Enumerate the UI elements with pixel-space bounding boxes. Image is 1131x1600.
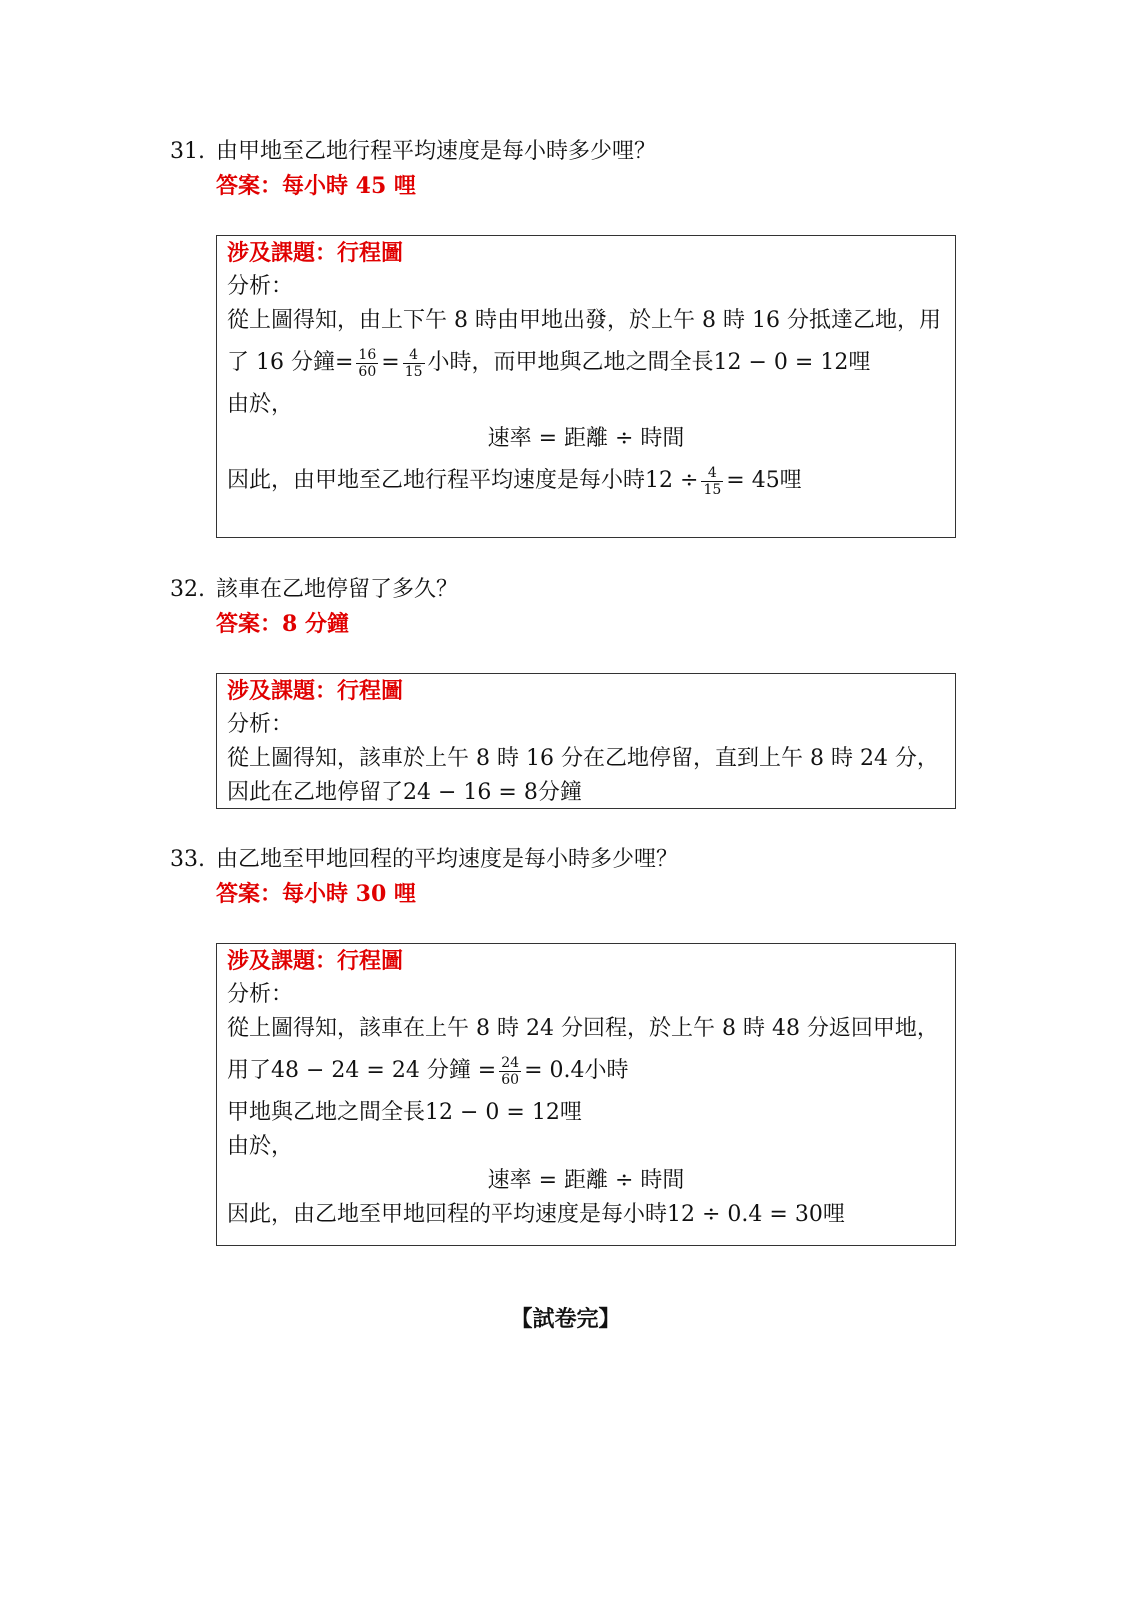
fraction-numerator: 4: [403, 347, 425, 364]
analysis-box-33: [216, 943, 956, 1246]
analysis-text: 因此，由甲地至乙地行程平均速度是每小時12 ÷: [227, 468, 699, 493]
analysis-label: 分析：: [227, 982, 294, 1007]
analysis-box-31: [216, 235, 956, 538]
fraction-numerator: 16: [358, 346, 377, 363]
question-number: 31.: [170, 139, 205, 164]
analysis-text: 小時，而甲地與乙地之間全長12 − 0 = 12哩: [427, 350, 871, 375]
fraction: [403, 347, 425, 380]
answer-31: 答案：每小時 45 哩: [216, 173, 416, 199]
conclusion-line: 因此，由乙地至甲地回程的平均速度是每小時12 ÷ 0.4 = 30哩: [227, 1202, 845, 1227]
topic-label: 涉及課題：行程圖: [227, 678, 404, 704]
fraction-denominator: 15: [703, 481, 722, 498]
topic-label: 涉及課題：行程圖: [227, 240, 404, 266]
analysis-line: 從上圖得知，該車在上午 8 時 24 分回程，於上午 8 時 48 分返回甲地，: [227, 1016, 939, 1041]
analysis-line: [227, 338, 945, 388]
fraction-denominator: 60: [358, 363, 377, 380]
analysis-label: 分析：: [227, 712, 294, 737]
fraction-numerator: 4: [701, 465, 723, 482]
question-33: [170, 843, 678, 877]
question-text: 該車在乙地停留了多久？: [216, 577, 459, 602]
analysis-line: 由於，: [227, 1134, 294, 1159]
formula: 速率 = 距離 ÷ 時間: [487, 1168, 685, 1193]
answer-32: 答案：8 分鐘: [216, 611, 349, 637]
analysis-text: 了 16 分鐘=: [227, 350, 354, 375]
question-31: [170, 135, 656, 169]
fraction: [499, 1055, 521, 1088]
analysis-text: = 45哩: [726, 468, 802, 493]
analysis-text: 用了48 − 24 = 24 分鐘 =: [227, 1058, 497, 1083]
analysis-line: 從上圖得知，該車於上午 8 時 16 分在乙地停留，直到上午 8 時 24 分，: [227, 746, 939, 771]
conclusion-line: 因此在乙地停留了24 − 16 = 8分鐘: [227, 780, 582, 805]
analysis-line: 甲地與乙地之間全長12 − 0 = 12哩: [227, 1100, 582, 1125]
fraction-denominator: 60: [501, 1071, 520, 1088]
conclusion-line: [227, 456, 945, 506]
analysis-line: [227, 1046, 945, 1096]
formula: 速率 = 距離 ÷ 時間: [487, 426, 685, 451]
analysis-box-32: [216, 673, 956, 809]
analysis-text: = 0.4小時: [524, 1058, 629, 1083]
fraction: [356, 347, 378, 380]
topic-label: 涉及課題：行程圖: [227, 948, 404, 974]
analysis-line: 由於，: [227, 392, 294, 417]
analysis-label: 分析：: [227, 274, 294, 299]
question-text: 由甲地至乙地行程平均速度是每小時多少哩？: [216, 139, 657, 164]
question-text: 由乙地至甲地回程的平均速度是每小時多少哩？: [216, 847, 679, 872]
equals-sign: =: [381, 350, 400, 375]
fraction-denominator: 15: [404, 363, 423, 380]
fraction-numerator: 24: [501, 1054, 520, 1071]
question-number: 32.: [170, 577, 205, 602]
question-32: [170, 573, 458, 607]
question-number: 33.: [170, 847, 205, 872]
answer-33: 答案：每小時 30 哩: [216, 881, 416, 907]
fraction: [701, 465, 723, 498]
end-of-paper-label: 【試卷完】: [510, 1306, 621, 1332]
analysis-line: 從上圖得知，由上下午 8 時由甲地出發，於上午 8 時 16 分抵達乙地，用: [227, 308, 941, 333]
